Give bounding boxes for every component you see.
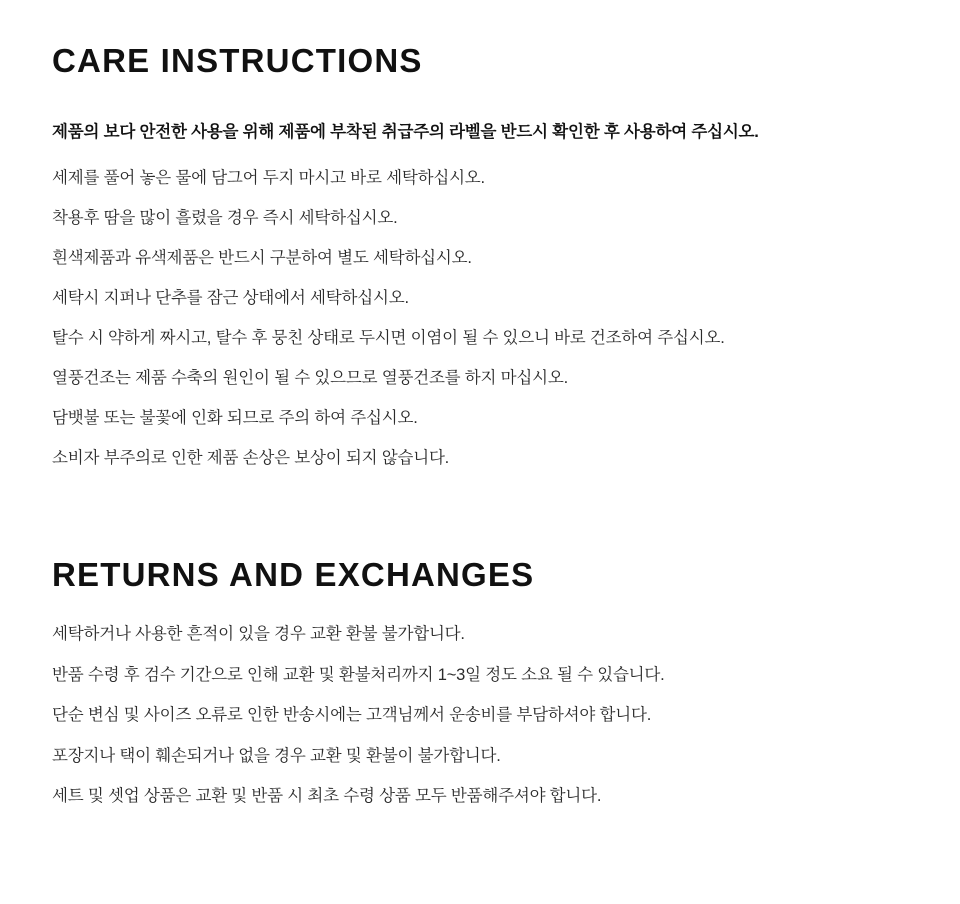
care-instructions-heading: CARE INSTRUCTIONS [52, 42, 423, 79]
returns-and-exchanges-heading: RETURNS AND EXCHANGES [52, 556, 535, 593]
list-item: 흰색제품과 유색제품은 반드시 구분하여 별도 세탁하십시오. [52, 249, 472, 267]
list-item: 세트 및 셋업 상품은 교환 및 반품 시 최초 수령 상품 모두 반품해주셔야 합니다. [52, 787, 602, 805]
list-item: 세탁시 지퍼나 단추를 잠근 상태에서 세탁하십시오. [52, 289, 409, 307]
list-item: 담뱃불 또는 불꽃에 인화 되므로 주의 하여 주십시오. [52, 409, 418, 427]
list-item: 반품 수령 후 검수 기간으로 인해 교환 및 환불처리까지 1~3일 정도 소요 될 수 있습니다. [52, 665, 665, 684]
list-item: 세제를 풀어 놓은 물에 담그어 두지 마시고 바로 세탁하십시오. [52, 169, 485, 187]
list-item: 세탁하거나 사용한 흔적이 있을 경우 교환 환불 불가합니다. [52, 625, 465, 643]
list-item: 포장지나 택이 훼손되거나 없을 경우 교환 및 환불이 불가합니다. [52, 746, 501, 765]
returns-and-exchanges-list [52, 594, 908, 829]
care-instructions-lead-text: 제품의 보다 안전한 사용을 위해 제품에 부착된 취급주의 라벨을 반드시 확인한 후 사용하여 주십시오. [52, 123, 759, 141]
list-item: 탈수 시 약하게 짜시고, 탈수 후 뭉친 상태로 두시면 이염이 될 수 있으니 바로 건조하여 주십시오. [52, 329, 725, 347]
list-item: 착용후 땀을 많이 흘렸을 경우 즉시 세탁하십시오. [52, 209, 398, 227]
list-item: 열풍건조는 제품 수축의 원인이 될 수 있으므로 열풍건조를 하지 마십시오. [52, 369, 569, 387]
list-item: 소비자 부주의로 인한 제품 손상은 보상이 되지 않습니다. [52, 449, 450, 467]
list-item: 단순 변심 및 사이즈 오류로 인한 반송시에는 고객님께서 운송비를 부담하셔야 합니다. [52, 706, 652, 724]
care-instructions-list [52, 142, 908, 490]
